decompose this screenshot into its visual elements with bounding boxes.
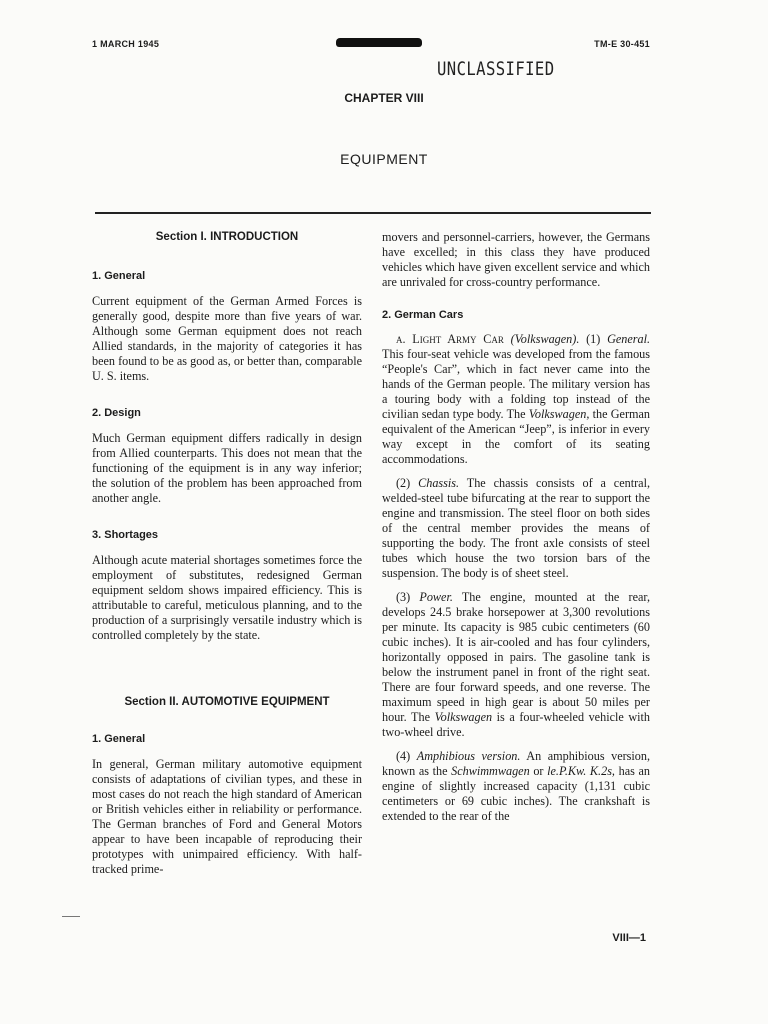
subheading-shortages: 3. Shortages [92,529,159,541]
para-subtitle-power: Power. [419,590,453,604]
paragraph-light-army-car [382,332,650,467]
paragraph-amphibious [382,749,650,824]
header-doc-number: TM-E 30-451 [594,39,650,49]
subheading-design: 2. Design [92,407,141,419]
horizontal-rule [95,212,651,214]
para-text-4-or: or [533,764,544,778]
light-army-car-lead: a. Light Army Car [396,332,504,346]
para-subtitle-chassis: Chassis. [418,476,460,490]
header-date: 1 MARCH 1945 [92,39,160,49]
para-text-3b: is a four-wheeled vehicle with two-wheel drive. [382,710,651,739]
paragraph-design: Much German equipment differs radically in design from Allied counterparts. This does not mean that the functioning of the equipment is in any way inferior; the solution of the problem has been approached from another angle. [92,431,362,505]
para-number-2: (2) [396,476,411,490]
volkswagen-ref-1: Volkswagen, [528,407,590,421]
para-text-1a: This four-seat vehicle was developed from the famous “People's Car”, which in fact never came into the hands of the German people. The military version has a touring body with a folding top instead of the civilian sedan type body. The [382,347,650,421]
schwimmwagen-name: Schwimmwagen [451,764,530,778]
chapter-title: EQUIPMENT [340,151,428,167]
right-column [382,230,650,824]
para-text-4a: An amphibious version, known as the [382,749,651,778]
para-subtitle-amphibious: Amphibious version. [416,749,521,763]
paragraph-shortages: Although acute material shortages sometimes force the employment of substitutes, redesigned German equipment seldom shows impaired efficiency. This is attributable to careful, meticulous planning, and to the production of a surprisingly versatile industry which is controlled completely by the state. [92,553,362,642]
para-number-4: (4) [396,749,411,763]
para-number-3: (3) [396,590,411,604]
paragraph-general: Current equipment of the German Armed Forces is generally good, despite more than five years of war. Although some German equipment does not reach Allied standards, in the majority of categories it has been found to be as good as, or better than, comparable U. S. items. [92,294,362,383]
scan-speck [62,916,80,917]
section-heading-automotive: Section II. AUTOMOTIVE EQUIPMENT [124,696,330,708]
classification-stamp: UNCLASSIFIED [437,58,555,80]
redacted-classification-mark [336,38,422,47]
subheading-auto-general: 1. General [92,733,146,745]
left-column [92,230,362,877]
para-subtitle-general: General. [607,332,651,346]
volkswagen-ref-2: Volkswagen [434,710,493,724]
para-text-3a: The engine, mounted at the rear, develops 24.5 brake horsepower at 3,300 revolutions per minute. Its capacity is 985 cubic centimeters (60 cubic inches). It is air-cooled and has four cylinders, horizontally opposed in pairs. The gasoline tank is below the instrument panel in front of the right seat. There are four forward speeds, and one reverse. The maximum speed in high gear is about 50 miles per hour. The [382,590,651,724]
volkswagen-name: (Volkswagen). [510,332,580,346]
chapter-label: CHAPTER VIII [344,91,424,105]
subheading-german-cars: 2. German Cars [382,309,464,321]
paragraph-auto-general: In general, German military automotive equipment consists of adaptations of civilian types, and these in most cases do not reach the high standard of American or British vehicles either in reliability or performance. The German branches of Ford and General Motors appear to have been incapable of reproducing their prototypes with unimpaired efficiency. With half-tracked prime- [92,757,362,876]
paragraph-power [382,590,650,740]
para-number-1: (1) [586,332,601,346]
para-text-4b: has an engine of slightly increased capacity (1,131 cubic centimeters or 69 cubic inches). The crankshaft is extended to the rear of the [382,764,651,823]
paragraph-continuation: movers and personnel-carriers, however, the Germans have excelled; in this class they have produced vehicles which have given excellent service and which are unrivaled for cross-country performance. [382,230,650,289]
subheading-general: 1. General [92,270,146,282]
page-number: VIII—1 [612,932,646,944]
section-heading-introduction: Section I. INTRODUCTION [155,231,299,243]
paragraph-chassis [382,476,650,581]
kfz-designation: le.P.Kw. K.2s, [547,764,615,778]
para-text-2: The chassis consists of a central, welded-steel tube bifurcating at the rear to support the engine and transmission. The steel floor on both sides of the central member provides the means of supporting the body. The front axle consists of steel tubes which house the two torsion bars of the suspension. The body is of sheet steel. [382,476,651,580]
para-text-1b: the German equivalent of the American “Jeep”, is inferior in every way except in the comfort of its seating accommodations. [382,407,650,466]
